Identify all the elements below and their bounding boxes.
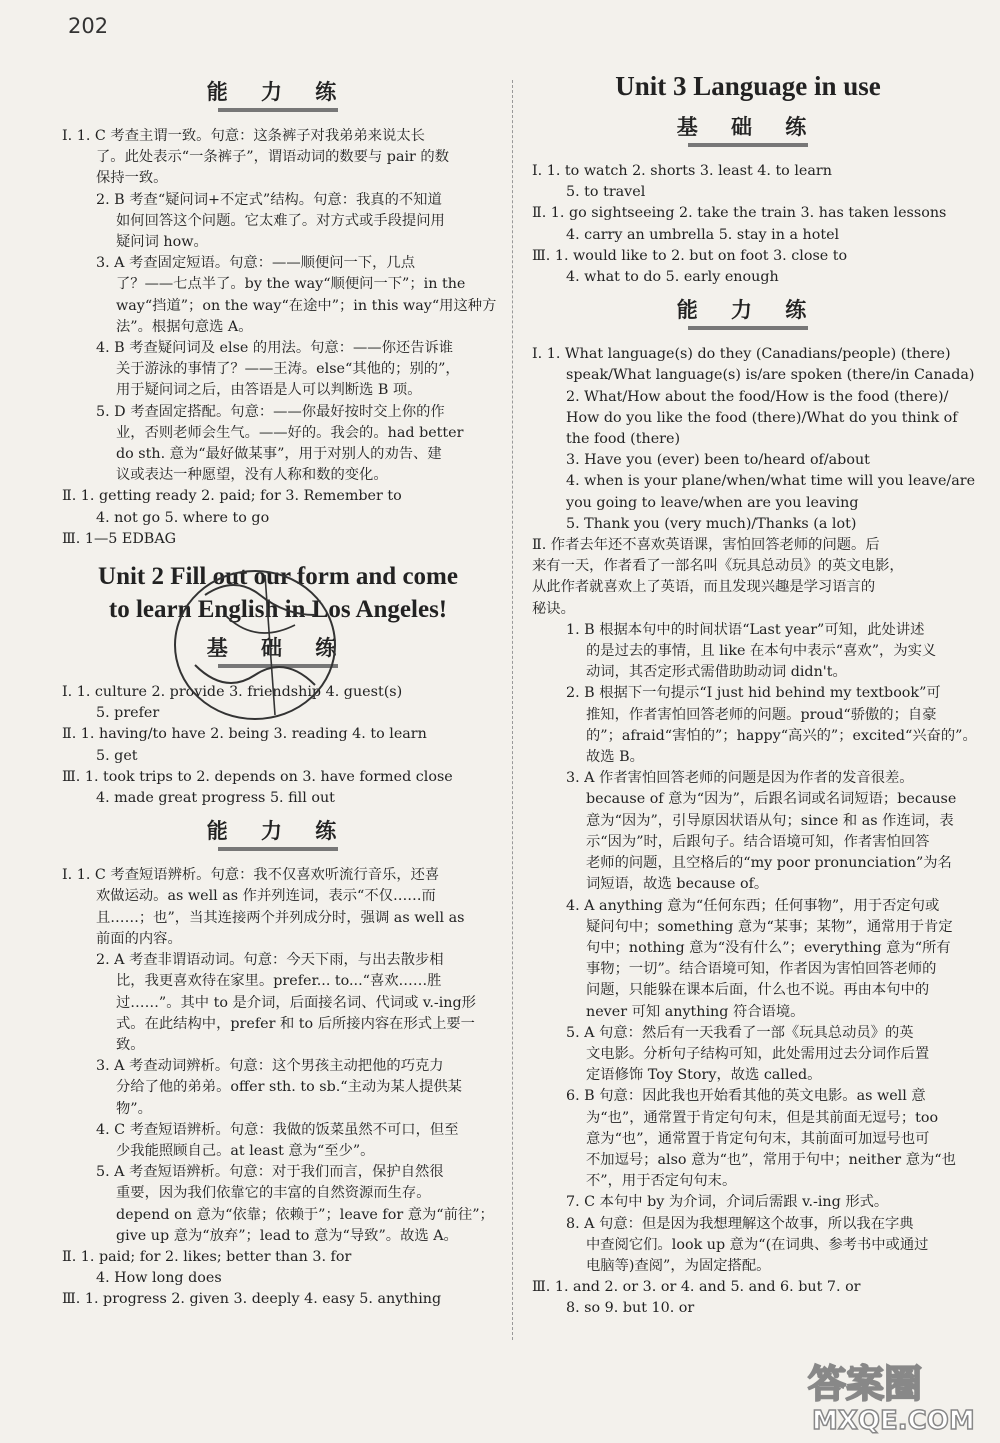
answer-line: 5. A 考查短语辨析。句意：对于我们而言，保护自然很: [96, 1164, 444, 1181]
answer-line: 8. so 9. but 10. or: [566, 1300, 695, 1317]
answer-line: give up 意为“放弃”；lead to 意为“导致”。故选 A。: [116, 1227, 458, 1244]
section-heading-text: 基 础 练: [676, 115, 820, 139]
answer-line: 1. B 根据本句中的时间状语“Last year”可知，此处讲述: [566, 621, 925, 638]
answer-line: Ⅱ. 作者去年还不喜欢英语课，害怕回答老师的问题。后: [532, 537, 880, 554]
answer-line: the food (there): [566, 431, 681, 448]
answer-line: 示“因为”时，后跟句子。结合语境可知，作者害怕回答: [586, 833, 930, 850]
section-heading: [532, 111, 964, 147]
answer-line: Ⅲ. 1—5 EDBAG: [62, 530, 177, 547]
answer-line: 欢做运动。as well as 作并列连词，表示“不仅……而: [96, 888, 436, 905]
answer-line: 2. What/How about the food/How is the food (there)/: [566, 388, 949, 405]
answer-line: 4. A anything 意为“任何东西；任何事物”，用于否定句或: [566, 897, 940, 914]
answer-line: 定语修饰 Toy Story，故选 called。: [586, 1067, 822, 1084]
answer-line: 物”。: [116, 1100, 152, 1117]
answer-line: 3. A 作者害怕回答老师的问题是因为作者的发音很差。: [566, 770, 914, 787]
answer-line: 疑问句中；something 意为“某事；某物”，通常用于肯定: [586, 918, 953, 935]
answer-line: you going to leave/when are you leaving: [566, 494, 859, 511]
answer-line: Ⅱ. 1. getting ready 2. paid; for 3. Remember to: [62, 488, 402, 505]
answer-line: 2. B 根据下一句提示“I just hid behind my textbook”可: [566, 685, 941, 702]
answer-line: 2. A 考查非谓语动词。句意：今天下雨，与出去散步相: [96, 952, 444, 969]
heading-underline: [218, 664, 338, 668]
answer-line: 5. get: [96, 747, 138, 764]
unit-title: [532, 70, 964, 103]
watermark-bottom: MXQE.COM: [812, 1406, 975, 1435]
answer-line: 来有一天，作者看了一部名叫《玩具总动员》的英文电影，: [532, 558, 904, 575]
answer-line: Ⅲ. 1. progress 2. given 3. deeply 4. easy 5. anything: [62, 1291, 442, 1308]
answer-line: 问题，只能躲在课本后面，什么也不说。再由本句中的: [586, 982, 930, 999]
watermark: [800, 1355, 990, 1435]
answer-line: 保持一致。: [96, 170, 168, 187]
section-heading: [62, 76, 494, 112]
right-column: [532, 70, 977, 1320]
answer-line: 意为“因为”，引导原因状语从句；since 和 as 作连词，表: [586, 812, 954, 829]
answer-line: 了？——七点半了。by the way“顺便问一下”；in the: [116, 276, 466, 293]
answer-line: never 可知 anything 符合语境。: [586, 1003, 805, 1020]
answer-line: 电脑等)查阅”，为固定搭配。: [586, 1257, 771, 1274]
answer-line: How do you like the food (there)/What do you think of: [566, 409, 958, 426]
answer-line: 3. Have you (ever) been to/heard of/about: [566, 452, 870, 469]
section-heading: [62, 632, 494, 668]
answer-line: because of 意为“因为”，后跟名词或名词短语；because: [586, 791, 957, 808]
answer-line: 如何回答这个问题。它太难了。对方式或手段提问用: [116, 212, 445, 229]
answer-line: 6. B 句意：因此我也开始看其他的英文电影。as well 意: [566, 1088, 926, 1105]
answer-line: 8. A 句意：但是因为我想理解这个故事，所以我在字典: [566, 1215, 914, 1232]
section-heading: [532, 294, 964, 330]
answer-line: Ⅱ. 1. having/to have 2. being 3. reading 4. to learn: [62, 726, 427, 743]
watermark-logo: [800, 1355, 990, 1435]
answer-line: 事物；一切”。结合语境可知，作者因为害怕回答老师的: [586, 961, 937, 978]
answer-line: 业，否则老师会生气。——好的。我会的。had better: [116, 424, 464, 441]
answer-line: 意为“也”，通常置于肯定句句末，其前面可加逗号也可: [586, 1130, 930, 1147]
answer-line: 不”，用于否定句句末。: [586, 1173, 737, 1190]
answer-line: 过……”。其中 to 是介词，后面接名词、代词或 v.-ing形: [116, 994, 476, 1011]
answer-line: 从此作者就喜欢上了英语，而且发现兴趣是学习语言的: [532, 579, 876, 596]
section-heading-text: 基 础 练: [206, 636, 350, 661]
answer-line: 动词，其否定形式需借助助动词 didn't。: [586, 664, 847, 681]
answer-line: 4. How long does: [96, 1270, 222, 1287]
answer-line: depend on 意为“依靠；依赖于”；leave for 意为“前往”；: [116, 1206, 494, 1223]
unit-title: [62, 560, 494, 626]
section-heading-text: 能 力 练: [206, 80, 350, 104]
answer-line: 3. A 考查固定短语。句意：——顺便问一下，几点: [96, 255, 415, 272]
answer-line: 的是过去的事情，且 like 在本句中表示“喜欢”，为实义: [586, 643, 937, 660]
page-number: 202: [68, 14, 109, 38]
answer-line: 不加逗号；also 意为“也”，常用于句中；neither 意为“也: [586, 1151, 956, 1168]
answer-line: Ⅲ. 1. would like to 2. but on foot 3. close to: [532, 247, 848, 264]
unit-title-line: to learn English in Los Angeles!: [108, 596, 448, 624]
answer-line: 中查阅它们。look up 意为“(在词典、参考书中或通过: [586, 1236, 929, 1253]
answer-line: 2. B 考查“疑问词+不定式”结构。句意：我真的不知道: [96, 191, 442, 208]
column-divider: [512, 80, 513, 1340]
answer-line: 5. prefer: [96, 705, 160, 722]
answer-line: 4. C 考查短语辨析。句意：我做的饭菜虽然不可口，但至: [96, 1121, 459, 1138]
unit-title-line: Unit 3 Language in use: [615, 71, 881, 101]
answer-line: way“挡道”；on the way“在途中”；in this way“用这种方: [116, 297, 497, 314]
answer-line: 比，我更喜欢待在家里。prefer... to...“喜欢……胜: [116, 973, 442, 990]
section-heading-text: 能 力 练: [676, 298, 820, 323]
heading-underline: [688, 326, 808, 330]
answer-line: 词短语，故选 because of。: [586, 876, 769, 893]
answer-line: Ⅱ. 1. go sightseeing 2. take the train 3. has taken lessons: [532, 205, 947, 222]
answer-line: 少我能照顾自己。at least 意为“至少”。: [116, 1142, 375, 1159]
answer-line: 4. when is your plane/when/what time will you leave/are: [566, 473, 976, 490]
answer-line: 式。在此结构中，prefer 和 to 后所接内容在形式上要一: [116, 1015, 475, 1032]
answer-line: 5. Thank you (very much)/Thanks (a lot): [566, 515, 857, 532]
answer-line: Ⅰ. 1. C 考查短语辨析。句意：我不仅喜欢听流行音乐，还喜: [62, 867, 440, 884]
answer-line: 秘诀。: [532, 600, 575, 617]
answer-line: 用于疑问词之后，由答语是人可以判断选 B 项。: [116, 382, 422, 399]
answer-line: 推知，作者害怕回答老师的问题。proud“骄傲的；自豪: [586, 706, 937, 723]
answer-line: 文电影。分析句子结构可知，此处需用过去分词作后置: [586, 1045, 930, 1062]
answer-line: Ⅲ. 1. and 2. or 3. or 4. and 5. and 6. but 7. or: [532, 1279, 861, 1296]
answer-line: 3. A 考查动词辨析。句意：这个男孩主动把他的巧克力: [96, 1058, 444, 1075]
section-heading-text: 能 力 练: [206, 819, 350, 844]
answer-line: 4. carry an umbrella 5. stay in a hotel: [566, 226, 840, 243]
answer-line: Ⅰ. 1. What language(s) do they (Canadians/people) (there): [532, 346, 951, 363]
answer-line: speak/What language(s) is/are spoken (there/in Canada): [566, 367, 975, 384]
answer-line: 致。: [116, 1036, 145, 1053]
answer-line: 句中；nothing 意为“没有什么”；everything 意为“所有: [586, 939, 951, 956]
answer-line: 为“也”，通常置于肯定句句末，但是其前面无逗号；too: [586, 1109, 939, 1126]
answer-line: 疑问词 how。: [116, 234, 208, 251]
answer-line: 4. not go 5. where to go: [96, 509, 270, 526]
answer-line: Ⅰ. 1. to watch 2. shorts 3. least 4. to learn: [532, 163, 832, 179]
unit-title-line: Unit 2 Fill out our form and come: [98, 563, 458, 591]
answer-line: 5. to travel: [566, 184, 646, 201]
left-column: [62, 70, 497, 1311]
heading-underline: [688, 143, 808, 147]
answer-line: Ⅰ. 1. C 考查主谓一致。句意：这条裤子对我弟弟来说太长: [62, 128, 425, 144]
watermark-top: 答案圈: [808, 1362, 923, 1406]
answer-line: 前面的内容。: [96, 930, 182, 947]
answer-line: 5. D 考查固定搭配。句意：——你最好按时交上你的作: [96, 403, 445, 420]
answer-line: Ⅰ. 1. culture 2. provide 3. friendship 4. guest(s): [62, 684, 403, 701]
answer-line: 法”。根据句意选 A。: [116, 318, 253, 335]
answer-line: 故选 B。: [586, 749, 644, 766]
answer-line: Ⅱ. 1. paid; for 2. likes; better than 3. for: [62, 1248, 352, 1265]
answer-line: do sth. 意为“最好做某事”，用于对别人的劝告、建: [116, 446, 442, 463]
heading-underline: [218, 847, 338, 851]
answer-line: 老师的问题，且空格后的“my poor pronunciation”为名: [586, 855, 952, 872]
answer-line: 4. what to do 5. early enough: [566, 269, 779, 286]
answer-line: Ⅲ. 1. took trips to 2. depends on 3. have formed close: [62, 768, 453, 785]
answer-line: 的”；afraid“害怕的”；happy“高兴的”；excited“兴奋的”。: [586, 727, 977, 744]
answer-line: 且……；也”，当其连接两个并列成分时，强调 as well as: [96, 909, 465, 926]
section-heading: [62, 815, 494, 851]
heading-underline: [218, 108, 338, 112]
answer-line: 了。此处表示“一条裤子”，谓语动词的数要与 pair 的数: [96, 149, 450, 166]
answer-line: 议或表达一种愿望，没有人称和数的变化。: [116, 467, 388, 484]
answer-line: 重要，因为我们依靠它的丰富的自然资源而生存。: [116, 1185, 431, 1202]
answer-line: 4. B 考查疑问词及 else 的用法。句意：——你还告诉谁: [96, 340, 454, 357]
answer-line: 关于游泳的事情了？——王涛。else“其他的；别的”，: [116, 361, 460, 378]
answer-line: 4. made great progress 5. fill out: [96, 790, 335, 807]
answer-line: 分给了他的弟弟。offer sth. to sb.“主动为某人提供某: [116, 1079, 462, 1096]
answer-line: 5. A 句意：然后有一天我看了一部《玩具总动员》的英: [566, 1024, 914, 1041]
answer-line: 7. C 本句中 by 为介词，介词后需跟 v.-ing 形式。: [566, 1194, 889, 1211]
